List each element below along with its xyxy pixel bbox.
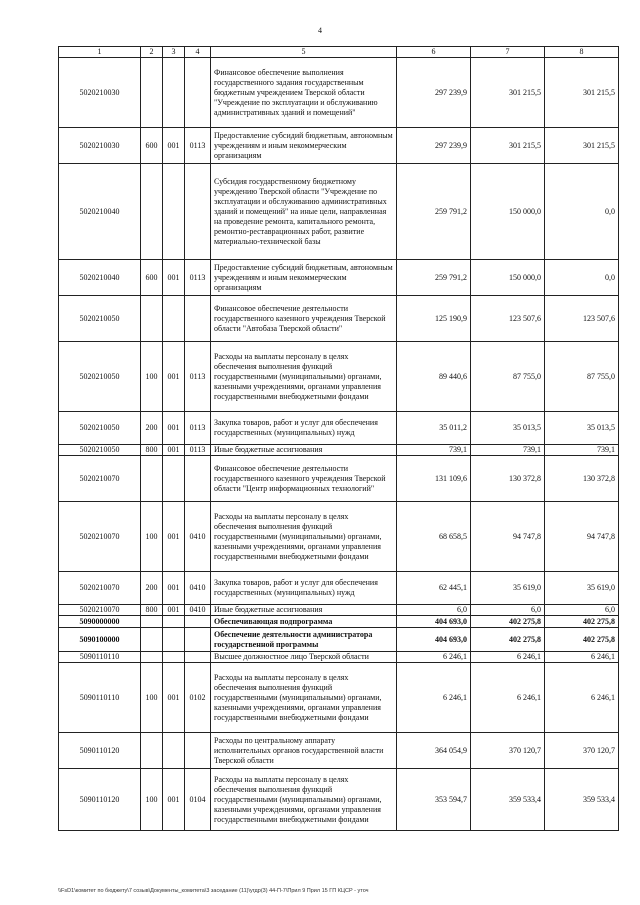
kcsr-cell: 5020210070: [59, 605, 141, 616]
kcsr-cell: 5090110110: [59, 663, 141, 733]
value-col-8-cell: 87 755,0: [545, 342, 619, 412]
glava-cell: 001: [163, 260, 185, 296]
name-cell: Высшее должностное лицо Тверской области: [211, 652, 397, 663]
value-col-6-cell: 364 054,9: [397, 733, 471, 769]
name-cell: Предоставление субсидий бюджетным, автономным учреждениям и иным некоммерческим организациям: [211, 260, 397, 296]
value-col-7-cell: 6 246,1: [471, 652, 545, 663]
rzpr-cell: 0410: [185, 572, 211, 605]
vr-cell: [141, 456, 163, 502]
glava-cell: [163, 616, 185, 628]
value-col-8-cell: 301 215,5: [545, 128, 619, 164]
table-row: [59, 342, 619, 412]
glava-cell: 001: [163, 502, 185, 572]
value-col-6-cell: 404 693,0: [397, 628, 471, 652]
glava-cell: 001: [163, 663, 185, 733]
table-row: [59, 412, 619, 445]
table-row: [59, 769, 619, 831]
kcsr-cell: 5020210040: [59, 164, 141, 260]
name-cell: Закупка товаров, работ и услуг для обеспечения государственных (муниципальных) нужд: [211, 412, 397, 445]
value-col-7-cell: 739,1: [471, 445, 545, 456]
value-col-8-cell: 6 246,1: [545, 652, 619, 663]
value-col-7-cell: 6,0: [471, 605, 545, 616]
vr-cell: 100: [141, 342, 163, 412]
value-col-8-cell: 402 275,8: [545, 628, 619, 652]
rzpr-cell: 0102: [185, 663, 211, 733]
value-col-8-cell: 35 619,0: [545, 572, 619, 605]
rzpr-cell: [185, 58, 211, 128]
rzpr-cell: 0410: [185, 605, 211, 616]
value-col-8-cell: 0,0: [545, 260, 619, 296]
value-col-6-cell: 6 246,1: [397, 663, 471, 733]
kcsr-cell: 5090110120: [59, 769, 141, 831]
name-cell: Обеспечивающая подпрограмма: [211, 616, 397, 628]
table-row: [59, 260, 619, 296]
rzpr-cell: 0113: [185, 445, 211, 456]
value-col-7-cell: 301 215,5: [471, 128, 545, 164]
glava-cell: 001: [163, 128, 185, 164]
vr-cell: 100: [141, 502, 163, 572]
rzpr-cell: [185, 652, 211, 663]
vr-cell: [141, 733, 163, 769]
header-col-4: 4: [185, 47, 211, 58]
header-col-2: 2: [141, 47, 163, 58]
kcsr-cell: 5020210030: [59, 58, 141, 128]
vr-cell: 800: [141, 605, 163, 616]
value-col-7-cell: 130 372,8: [471, 456, 545, 502]
vr-cell: [141, 296, 163, 342]
page-number: 4: [318, 26, 322, 35]
value-col-7-cell: 359 533,4: [471, 769, 545, 831]
glava-cell: 001: [163, 572, 185, 605]
vr-cell: 200: [141, 572, 163, 605]
glava-cell: [163, 58, 185, 128]
rzpr-cell: 0113: [185, 342, 211, 412]
glava-cell: [163, 628, 185, 652]
value-col-7-cell: 301 215,5: [471, 58, 545, 128]
name-cell: Расходы по центральному аппарату исполнительных органов государственной власти Тверской области: [211, 733, 397, 769]
value-col-6-cell: 297 239,9: [397, 128, 471, 164]
value-col-8-cell: 359 533,4: [545, 769, 619, 831]
vr-cell: 200: [141, 412, 163, 445]
name-cell: Финансовое обеспечение деятельности государственного казенного учреждения Тверской области "Центр информационных технологий": [211, 456, 397, 502]
table-row: [59, 733, 619, 769]
vr-cell: [141, 628, 163, 652]
kcsr-cell: 5090000000: [59, 616, 141, 628]
budget-table: [58, 46, 619, 831]
rzpr-cell: [185, 628, 211, 652]
value-col-8-cell: 123 507,6: [545, 296, 619, 342]
glava-cell: [163, 456, 185, 502]
value-col-6-cell: 68 658,5: [397, 502, 471, 572]
header-col-3: 3: [163, 47, 185, 58]
value-col-6-cell: 297 239,9: [397, 58, 471, 128]
value-col-8-cell: 130 372,8: [545, 456, 619, 502]
value-col-8-cell: 0,0: [545, 164, 619, 260]
value-col-7-cell: 402 275,8: [471, 616, 545, 628]
glava-cell: [163, 733, 185, 769]
table-row: [59, 605, 619, 616]
value-col-7-cell: 123 507,6: [471, 296, 545, 342]
rzpr-cell: 0113: [185, 412, 211, 445]
value-col-6-cell: 353 594,7: [397, 769, 471, 831]
value-col-8-cell: 35 013,5: [545, 412, 619, 445]
value-col-7-cell: 150 000,0: [471, 164, 545, 260]
kcsr-cell: 5020210070: [59, 456, 141, 502]
value-col-7-cell: 402 275,8: [471, 628, 545, 652]
rzpr-cell: [185, 456, 211, 502]
table-row: [59, 456, 619, 502]
name-cell: Предоставление субсидий бюджетным, автономным учреждениям и иным некоммерческим организациям: [211, 128, 397, 164]
table-row: [59, 128, 619, 164]
vr-cell: 600: [141, 260, 163, 296]
value-col-7-cell: 35 013,5: [471, 412, 545, 445]
value-col-7-cell: 6 246,1: [471, 663, 545, 733]
glava-cell: 001: [163, 445, 185, 456]
rzpr-cell: 0104: [185, 769, 211, 831]
value-col-6-cell: 404 693,0: [397, 616, 471, 628]
header-col-7: 7: [471, 47, 545, 58]
header-col-1: 1: [59, 47, 141, 58]
value-col-6-cell: 259 791,2: [397, 164, 471, 260]
value-col-7-cell: 35 619,0: [471, 572, 545, 605]
kcsr-cell: 5020210050: [59, 342, 141, 412]
kcsr-cell: 5020210040: [59, 260, 141, 296]
vr-cell: 100: [141, 663, 163, 733]
table-row: [59, 616, 619, 628]
table-row: [59, 164, 619, 260]
glava-cell: [163, 296, 185, 342]
rzpr-cell: [185, 733, 211, 769]
glava-cell: 001: [163, 605, 185, 616]
name-cell: Расходы на выплаты персоналу в целях обеспечения выполнения функций государственными (муниципальными) органами, казенными учреждениями, органами управления государственными внебюджетными фондами: [211, 663, 397, 733]
table-row: [59, 502, 619, 572]
table-row: [59, 296, 619, 342]
rzpr-cell: 0113: [185, 260, 211, 296]
value-col-7-cell: 370 120,7: [471, 733, 545, 769]
rzpr-cell: [185, 616, 211, 628]
value-col-6-cell: 62 445,1: [397, 572, 471, 605]
value-col-6-cell: 125 190,9: [397, 296, 471, 342]
value-col-8-cell: 739,1: [545, 445, 619, 456]
name-cell: Обеспечение деятельности администратора государственной программы: [211, 628, 397, 652]
name-cell: Финансовое обеспечение выполнения государственного задания государственным бюджетным учреждением Тверской области "Учреждение по эксплуатации и обслуживанию административных зданий и помещений": [211, 58, 397, 128]
rzpr-cell: 0410: [185, 502, 211, 572]
table-row: [59, 663, 619, 733]
vr-cell: [141, 652, 163, 663]
kcsr-cell: 5020210070: [59, 502, 141, 572]
vr-cell: 600: [141, 128, 163, 164]
rzpr-cell: [185, 296, 211, 342]
value-col-7-cell: 87 755,0: [471, 342, 545, 412]
table-row: [59, 628, 619, 652]
table-row: [59, 572, 619, 605]
kcsr-cell: 5090100000: [59, 628, 141, 652]
kcsr-cell: 5020210050: [59, 412, 141, 445]
value-col-8-cell: 6,0: [545, 605, 619, 616]
value-col-7-cell: 94 747,8: [471, 502, 545, 572]
glava-cell: [163, 164, 185, 260]
value-col-6-cell: 131 109,6: [397, 456, 471, 502]
name-cell: Расходы на выплаты персоналу в целях обеспечения выполнения функций государственными (муниципальными) органами, казенными учреждениями, органами управления государственными внебюджетными фондами: [211, 769, 397, 831]
kcsr-cell: 5090110110: [59, 652, 141, 663]
value-col-6-cell: 6,0: [397, 605, 471, 616]
kcsr-cell: 5020210050: [59, 445, 141, 456]
value-col-7-cell: 150 000,0: [471, 260, 545, 296]
value-col-6-cell: 6 246,1: [397, 652, 471, 663]
value-col-8-cell: 6 246,1: [545, 663, 619, 733]
kcsr-cell: 5020210050: [59, 296, 141, 342]
table-row: [59, 652, 619, 663]
vr-cell: 800: [141, 445, 163, 456]
glava-cell: 001: [163, 769, 185, 831]
glava-cell: 001: [163, 412, 185, 445]
value-col-6-cell: 739,1: [397, 445, 471, 456]
name-cell: Расходы на выплаты персоналу в целях обеспечения выполнения функций государственными (муниципальными) органами, казенными учреждениями, органами управления государственными внебюджетными фондами: [211, 342, 397, 412]
vr-cell: 100: [141, 769, 163, 831]
name-cell: Субсидия государственному бюджетному учреждению Тверской области "Учреждение по эксплуатации и обслуживанию административных зданий и помещений" на иные цели, направленная на проведение ремонта, капитального ремонта, ремонтно-реставрационных работ, развитие материально-технической базы: [211, 164, 397, 260]
rzpr-cell: 0113: [185, 128, 211, 164]
header-col-5: 5: [211, 47, 397, 58]
header-col-8: 8: [545, 47, 619, 58]
value-col-8-cell: 94 747,8: [545, 502, 619, 572]
glava-cell: [163, 652, 185, 663]
kcsr-cell: 5020210030: [59, 128, 141, 164]
value-col-8-cell: 301 215,5: [545, 58, 619, 128]
value-col-6-cell: 35 011,2: [397, 412, 471, 445]
value-col-6-cell: 259 791,2: [397, 260, 471, 296]
table-row: [59, 58, 619, 128]
kcsr-cell: 5090110120: [59, 733, 141, 769]
value-col-8-cell: 402 275,8: [545, 616, 619, 628]
header-col-6: 6: [397, 47, 471, 58]
name-cell: Иные бюджетные ассигнования: [211, 445, 397, 456]
vr-cell: [141, 164, 163, 260]
header-row: [59, 47, 619, 58]
name-cell: Финансовое обеспечение деятельности государственного казенного учреждения Тверской области "Автобаза Тверской области": [211, 296, 397, 342]
file-path-footer: \\FsD1\комитет по бюджету\7 созыв\Документы_комитета\3 заседание (11)\угдр(3) 44-П-7\Прил 9 Прил 15 ГП КЦСР - уточ: [58, 888, 369, 894]
name-cell: Иные бюджетные ассигнования: [211, 605, 397, 616]
kcsr-cell: 5020210070: [59, 572, 141, 605]
glava-cell: 001: [163, 342, 185, 412]
table-row: [59, 445, 619, 456]
value-col-8-cell: 370 120,7: [545, 733, 619, 769]
value-col-6-cell: 89 440,6: [397, 342, 471, 412]
rzpr-cell: [185, 164, 211, 260]
name-cell: Расходы на выплаты персоналу в целях обеспечения выполнения функций государственными (муниципальными) органами, казенными учреждениями, органами управления государственными внебюджетными фондами: [211, 502, 397, 572]
vr-cell: [141, 58, 163, 128]
name-cell: Закупка товаров, работ и услуг для обеспечения государственных (муниципальных) нужд: [211, 572, 397, 605]
vr-cell: [141, 616, 163, 628]
